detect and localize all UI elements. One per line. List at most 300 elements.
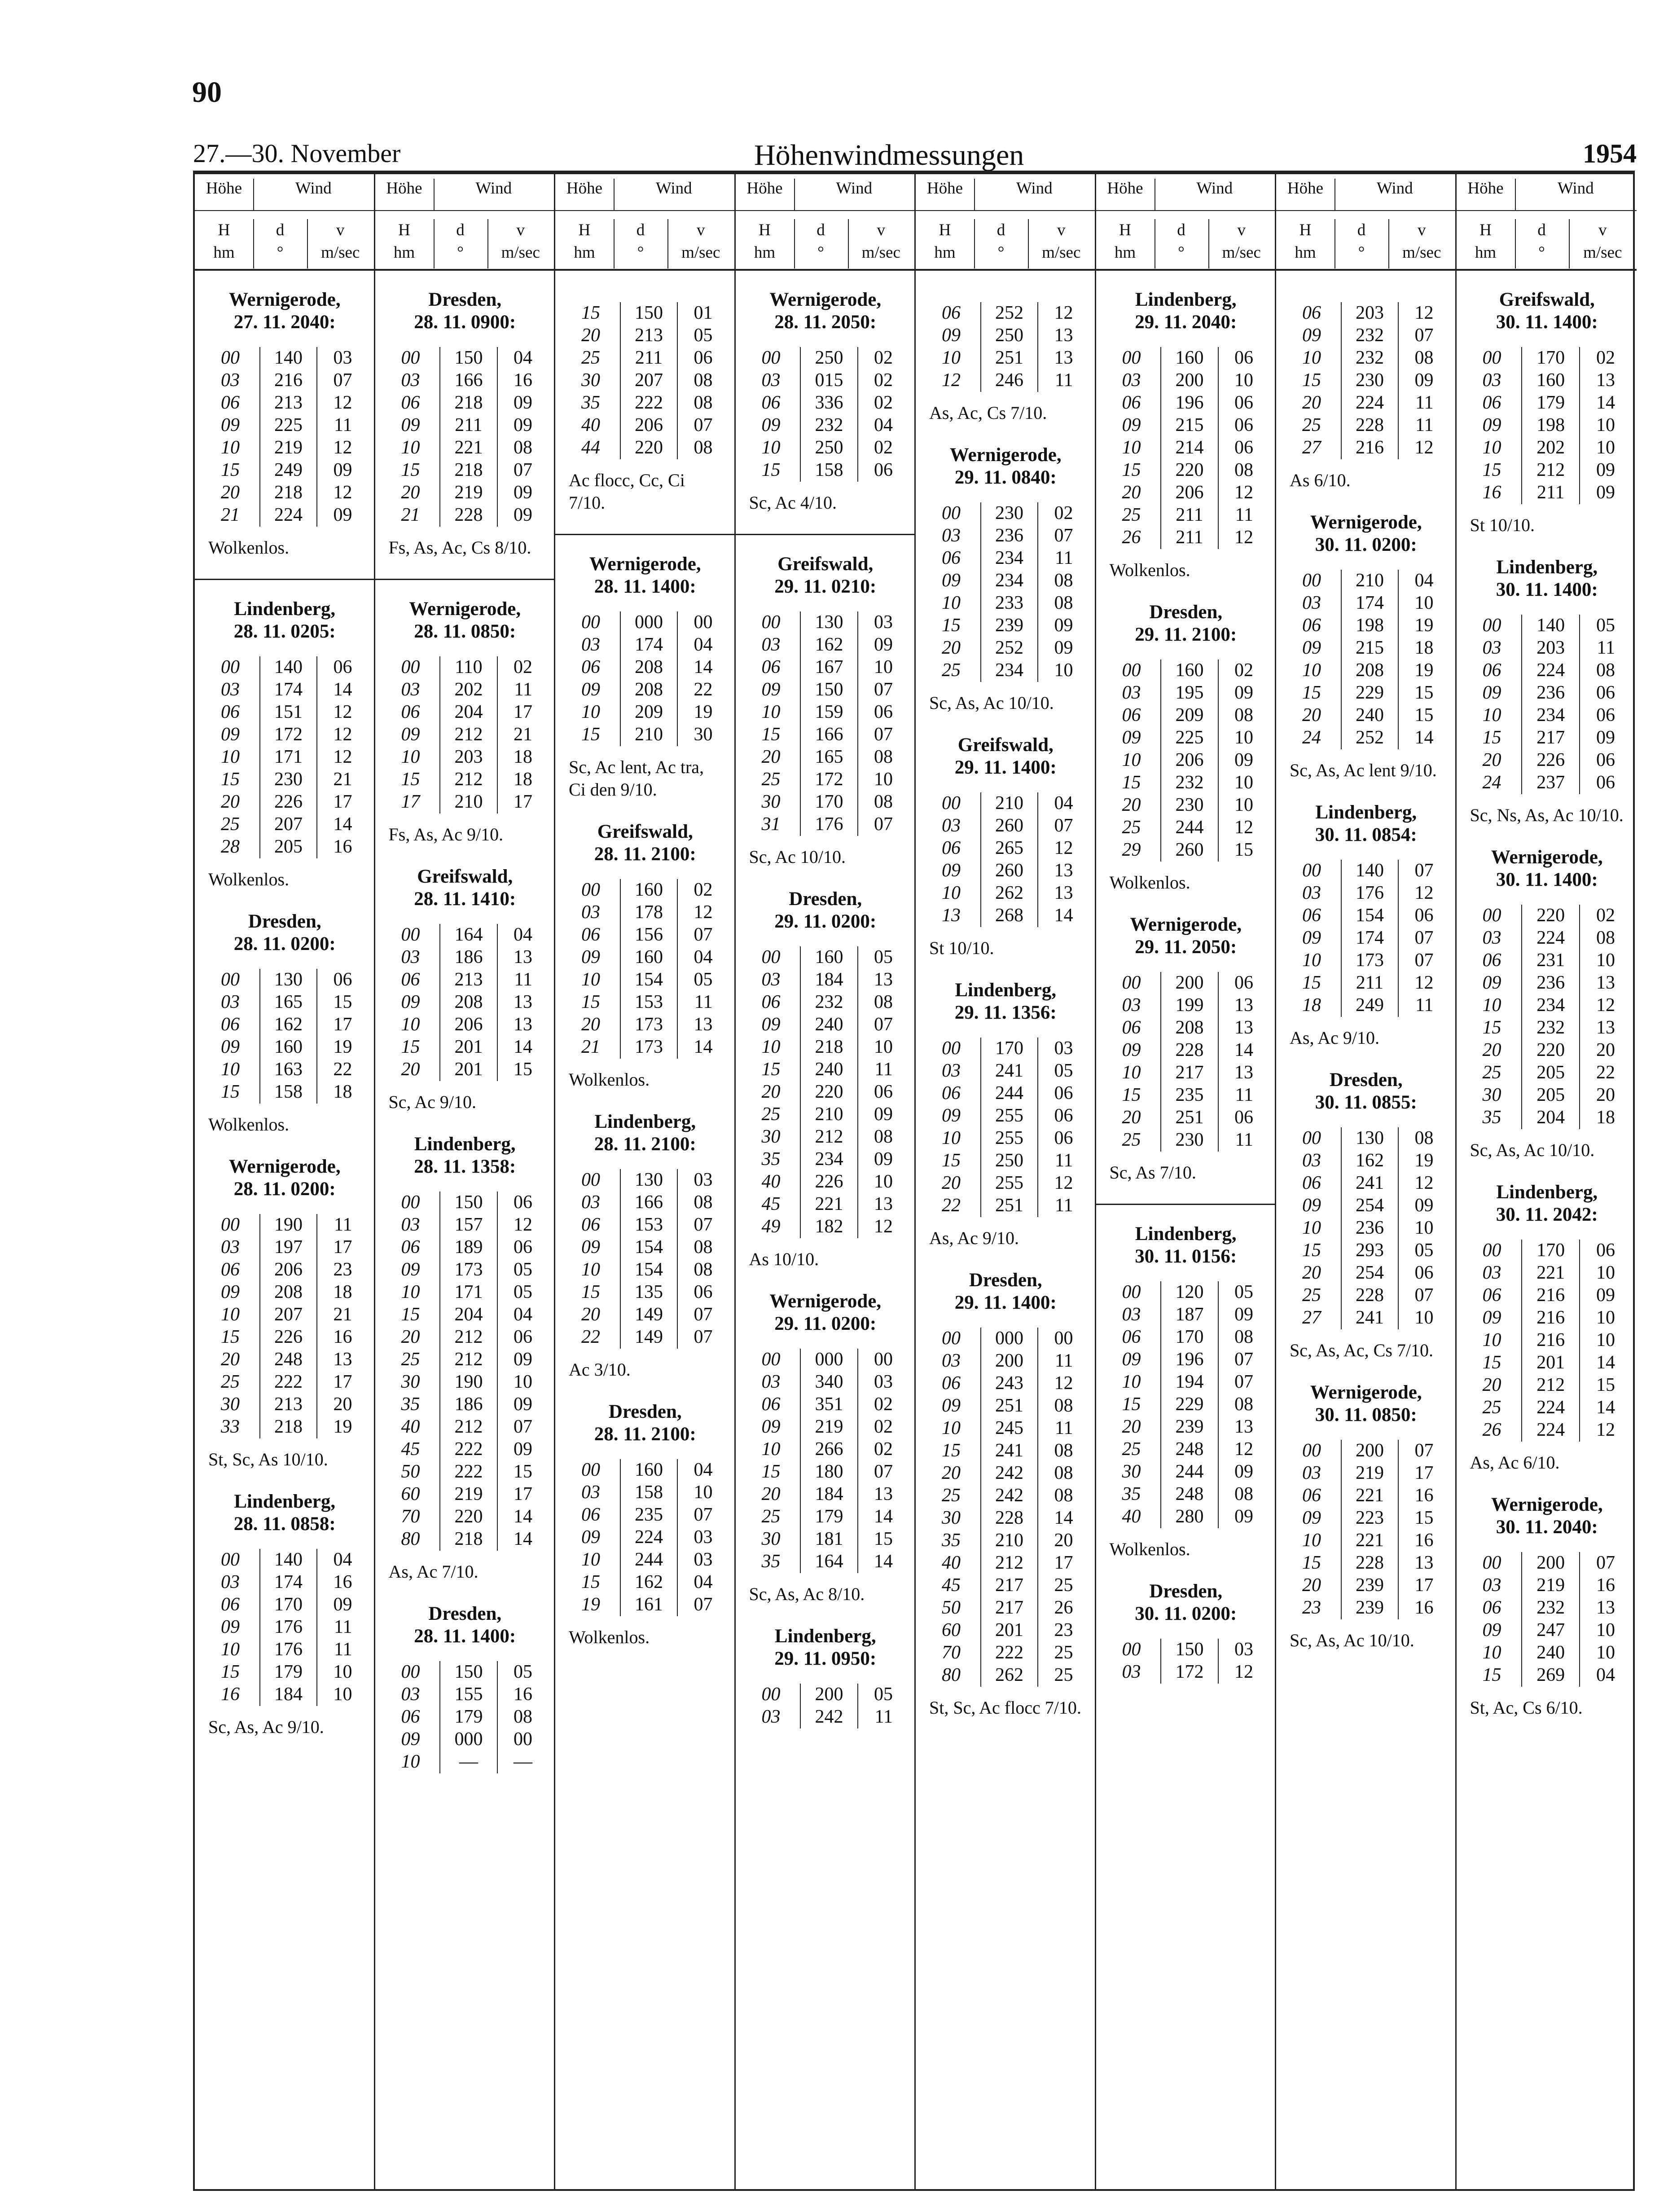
station-title: Dresden, 30. 11. 0200: <box>1135 1581 1237 1624</box>
cell-v: 06 <box>514 1327 532 1347</box>
cell-h: 15 <box>761 1461 781 1482</box>
cell-h: 25 <box>761 1506 781 1527</box>
cell-h: 03 <box>1122 1662 1141 1682</box>
cell-d: 232 <box>1341 325 1399 347</box>
wind-row <box>392 969 542 991</box>
cell-d: 251 <box>1160 1107 1219 1129</box>
cell-v: 08 <box>1054 593 1073 613</box>
cell-h: 00 <box>761 347 781 368</box>
cell-v: 16 <box>1414 1530 1434 1551</box>
cell-d: 232 <box>1521 1597 1580 1619</box>
cell-h: 09 <box>1482 415 1501 435</box>
station-title: Lindenberg, 30. 11. 2042: <box>1496 1182 1598 1225</box>
cell-v: 06 <box>1596 1240 1615 1261</box>
station-block <box>1470 1494 1624 1719</box>
cell-h: 20 <box>221 482 240 503</box>
cell-h: 30 <box>942 1508 961 1528</box>
cell-h: 15 <box>401 1037 420 1057</box>
divider <box>195 579 374 580</box>
cell-v: 16 <box>514 370 532 391</box>
cell-h: 00 <box>761 612 781 633</box>
wind-row <box>572 1326 722 1349</box>
cell-v: 07 <box>694 1214 713 1235</box>
cell-h: 10 <box>581 969 600 990</box>
cell-v: 09 <box>514 415 532 435</box>
data-column <box>375 174 556 2189</box>
wind-row <box>753 656 902 679</box>
cell-v: 09 <box>874 1104 893 1125</box>
cell-h: 00 <box>581 1170 600 1190</box>
cell-d: 207 <box>259 814 318 836</box>
cell-d: 262 <box>980 882 1039 905</box>
station-title: Lindenberg, 28. 11. 0205: <box>233 598 336 642</box>
cloud-note: Wolkenlos. <box>569 1069 650 1090</box>
cell-h: 10 <box>761 1037 781 1057</box>
wind-row <box>933 637 1082 660</box>
wind-row <box>1113 972 1263 994</box>
cell-v: 18 <box>333 1082 352 1102</box>
cell-v: 11 <box>1597 638 1615 658</box>
cell-v: 08 <box>1054 570 1073 591</box>
wind-row <box>572 611 722 634</box>
cell-h: 03 <box>1482 638 1501 658</box>
cell-v: 09 <box>1234 1461 1253 1482</box>
wind-row <box>1293 615 1443 637</box>
wind-row <box>933 592 1082 615</box>
wind-row <box>753 1438 902 1461</box>
wind-rows <box>572 302 722 459</box>
wind-row <box>1293 369 1443 392</box>
header-hoehe: Höhe <box>195 179 254 210</box>
header-wind: Wind <box>295 179 332 198</box>
cell-v: 07 <box>1414 928 1434 948</box>
cell-h: 21 <box>221 505 240 525</box>
cell-h: 06 <box>1302 1173 1321 1193</box>
wind-row <box>392 1661 542 1684</box>
cell-v: 09 <box>333 460 352 480</box>
cell-v: 20 <box>1596 1040 1615 1060</box>
cell-v: 16 <box>1414 1485 1434 1506</box>
cell-d: 246 <box>980 369 1039 392</box>
cell-v: 04 <box>694 634 713 655</box>
cell-v: 08 <box>1234 705 1253 726</box>
cell-v: 15 <box>1414 1508 1434 1528</box>
cell-v: 04 <box>694 1572 713 1592</box>
cell-d: 153 <box>620 1214 678 1236</box>
cloud-note: Sc, As, Ac 10/10. <box>1290 1630 1414 1650</box>
header-hoehe: Höhe <box>736 179 795 210</box>
wind-row <box>1293 882 1443 905</box>
wind-rows <box>392 347 542 527</box>
wind-row <box>1113 704 1263 727</box>
cell-d: 250 <box>800 347 858 369</box>
cell-d: 242 <box>980 1485 1039 1507</box>
wind-rows <box>1474 615 1624 794</box>
cell-d: 190 <box>439 1371 498 1394</box>
cell-d: 236 <box>1521 682 1580 704</box>
cell-d: 166 <box>439 369 498 392</box>
cell-v: 18 <box>1414 638 1434 658</box>
cell-v: 02 <box>874 1394 893 1415</box>
wind-row <box>1474 459 1624 482</box>
cell-h: 03 <box>401 1214 420 1235</box>
wind-row <box>392 1506 542 1528</box>
cloud-note: Wolkenlos. <box>208 537 290 558</box>
cell-v: 03 <box>1054 1038 1073 1059</box>
cell-h: 09 <box>1122 415 1141 435</box>
cell-d: 230 <box>1160 794 1219 817</box>
cell-d: 153 <box>620 991 678 1014</box>
cell-d: 280 <box>1160 1506 1219 1528</box>
cell-h: 06 <box>581 657 600 677</box>
cell-d: 158 <box>620 1482 678 1504</box>
cell-d: 226 <box>1521 749 1580 772</box>
cell-d: 186 <box>439 1394 498 1416</box>
wind-row <box>753 1684 902 1706</box>
cell-h: 15 <box>1122 1085 1141 1105</box>
wind-row <box>753 1461 902 1483</box>
wind-row <box>753 459 902 482</box>
cell-d: 212 <box>439 724 498 746</box>
wind-row <box>212 1661 361 1684</box>
cell-h: 06 <box>942 1083 961 1104</box>
cell-v: 12 <box>1234 817 1253 838</box>
cloud-note: Sc, As, Ac 9/10. <box>208 1717 324 1737</box>
wind-row <box>933 1082 1082 1105</box>
cell-v: 10 <box>1414 1307 1434 1328</box>
wind-row <box>572 1169 722 1192</box>
wind-row <box>1293 570 1443 592</box>
station-block <box>569 553 722 801</box>
wind-row <box>1293 950 1443 972</box>
wind-row <box>212 437 361 459</box>
cell-v: 13 <box>1234 1017 1253 1038</box>
cell-v: 07 <box>694 1304 713 1325</box>
cell-h: 33 <box>221 1416 240 1437</box>
cell-h: 20 <box>761 1082 781 1102</box>
wind-row <box>572 392 722 414</box>
wind-row <box>933 882 1082 905</box>
cell-d: 224 <box>620 1526 678 1549</box>
cell-v: 08 <box>1596 928 1615 948</box>
cell-h: 15 <box>942 1150 961 1171</box>
cell-v: 04 <box>1054 793 1073 814</box>
cell-v: 12 <box>333 437 352 458</box>
cell-v: 07 <box>1054 525 1073 546</box>
cell-h: 09 <box>1302 325 1321 346</box>
wind-row <box>1113 527 1263 549</box>
cell-d: 150 <box>439 347 498 369</box>
cell-h: 10 <box>221 1304 240 1325</box>
wind-row <box>572 991 722 1014</box>
cell-d: 199 <box>1160 994 1219 1017</box>
cell-d: 219 <box>1521 1574 1580 1597</box>
cloud-note: Sc, Ac lent, Ac tra, Ci den 9/10. <box>569 757 704 800</box>
cell-v: 20 <box>1596 1085 1615 1105</box>
cell-h: 00 <box>221 347 240 368</box>
cell-v: 10 <box>1596 415 1615 435</box>
cell-h: 00 <box>1482 347 1501 368</box>
station-title: Dresden, 30. 11. 0855: <box>1315 1069 1417 1113</box>
cell-h: 06 <box>581 924 600 945</box>
wind-row <box>392 991 542 1014</box>
cell-d: 226 <box>800 1171 858 1193</box>
cell-h: 20 <box>942 1463 961 1483</box>
cell-v: 00 <box>1054 1328 1073 1349</box>
cell-h: 03 <box>1482 1262 1501 1283</box>
column-header <box>1276 174 1455 271</box>
cell-v: 01 <box>694 303 713 323</box>
cell-d: 130 <box>1341 1127 1399 1150</box>
wind-row <box>933 815 1082 837</box>
column-body <box>195 271 374 1738</box>
cell-v: 12 <box>1054 303 1073 323</box>
wind-row <box>1474 1352 1624 1374</box>
cell-v: 04 <box>1596 1665 1615 1685</box>
cell-h: 25 <box>1482 1062 1501 1083</box>
cell-h: 03 <box>761 1706 781 1727</box>
cell-v: 07 <box>874 1014 893 1035</box>
cell-d: 170 <box>1521 1240 1580 1262</box>
wind-row <box>572 1236 722 1259</box>
wind-row <box>933 1372 1082 1395</box>
cell-h: 35 <box>1482 1107 1501 1128</box>
cell-d: 165 <box>800 746 858 769</box>
cell-h: 10 <box>761 702 781 722</box>
cell-d: 229 <box>1160 1394 1219 1416</box>
cell-v: 03 <box>694 1170 713 1190</box>
station-block <box>389 598 542 846</box>
cell-d: 172 <box>800 769 858 791</box>
cell-h: 15 <box>581 992 600 1012</box>
wind-row <box>1293 682 1443 704</box>
header-d: d ° <box>1335 219 1389 268</box>
station-title: Greifswald, 28. 11. 1410: <box>414 866 516 910</box>
cell-d: 230 <box>1341 369 1399 392</box>
cell-v: 06 <box>874 460 893 480</box>
wind-row <box>1113 369 1263 392</box>
cell-h: 25 <box>1122 1130 1141 1150</box>
cell-d: 222 <box>259 1371 318 1394</box>
cell-v: 06 <box>1414 905 1434 926</box>
station-block <box>389 1133 542 1583</box>
header-wind: Wind <box>1376 179 1413 198</box>
wind-row <box>753 414 902 437</box>
cell-h: 10 <box>1302 1530 1321 1551</box>
cell-h: 03 <box>942 1350 961 1371</box>
wind-row <box>753 1349 902 1371</box>
cell-v: 13 <box>1054 325 1073 346</box>
station-title: Wernigerode, 30. 11. 2040: <box>1491 1494 1603 1538</box>
cell-v: 05 <box>1596 615 1615 636</box>
wind-row <box>212 1036 361 1059</box>
wind-row <box>753 1171 902 1193</box>
cell-v: 09 <box>1234 750 1253 770</box>
wind-row <box>212 679 361 701</box>
station-title: Greifswald, 28. 11. 2100: <box>594 821 696 865</box>
cell-h: 06 <box>1122 1327 1141 1347</box>
cell-d: 211 <box>620 347 678 369</box>
cell-v: 04 <box>514 347 532 368</box>
wind-row <box>1474 1017 1624 1039</box>
cell-v: 07 <box>694 924 713 945</box>
cell-v: 14 <box>1054 1508 1073 1528</box>
cell-h: 09 <box>942 570 961 591</box>
cell-h: 15 <box>221 1662 240 1682</box>
cell-d: 203 <box>1341 302 1399 325</box>
cell-v: 08 <box>1054 1440 1073 1461</box>
header-v: v m/sec <box>1583 221 1622 262</box>
cell-v: 10 <box>1234 795 1253 815</box>
cell-d: 000 <box>620 611 678 634</box>
station-block <box>389 866 542 1113</box>
wind-row <box>1474 1374 1624 1397</box>
wind-row <box>1113 1506 1263 1528</box>
cell-h: 20 <box>1122 1107 1141 1128</box>
wind-row <box>1113 660 1263 682</box>
cell-d: 234 <box>980 660 1039 682</box>
wind-row <box>392 769 542 791</box>
wind-row <box>392 459 542 482</box>
cell-d: 239 <box>1341 1574 1399 1597</box>
cell-d: 217 <box>1160 1062 1219 1084</box>
wind-row <box>212 791 361 814</box>
cloud-note: As 6/10. <box>1290 470 1351 490</box>
cell-v: 07 <box>333 370 352 391</box>
cell-v: 11 <box>1235 1085 1253 1105</box>
cell-h: 20 <box>761 1484 781 1504</box>
cell-h: 00 <box>401 1192 420 1213</box>
cell-v: 22 <box>1596 1062 1615 1083</box>
cell-h: 44 <box>581 437 600 458</box>
wind-row <box>1113 347 1263 369</box>
wind-row <box>1293 660 1443 682</box>
cell-h: 06 <box>1482 1285 1501 1306</box>
cell-v: 04 <box>694 1460 713 1480</box>
wind-row <box>1293 1507 1443 1530</box>
cell-h: 15 <box>581 303 600 323</box>
cell-h: 03 <box>761 634 781 655</box>
station-block <box>749 888 902 1271</box>
cell-d: 201 <box>1521 1352 1580 1374</box>
cell-v: 12 <box>514 1214 532 1235</box>
column-body <box>555 271 734 1649</box>
wind-row <box>572 946 722 969</box>
wind-row <box>1293 592 1443 615</box>
cell-h: 15 <box>1482 1017 1501 1038</box>
cell-d: 266 <box>800 1438 858 1461</box>
cell-v: 10 <box>1596 1262 1615 1283</box>
cell-v: 09 <box>1596 460 1615 480</box>
cell-d: 160 <box>259 1036 318 1059</box>
wind-row <box>572 1281 722 1304</box>
cell-d: 255 <box>980 1105 1039 1127</box>
cell-h: 23 <box>1302 1597 1321 1618</box>
wind-row <box>1474 437 1624 459</box>
cell-h: 20 <box>401 1059 420 1080</box>
cell-d: 255 <box>980 1127 1039 1150</box>
wind-row <box>753 701 902 724</box>
wind-row <box>572 347 722 369</box>
wind-row <box>753 1416 902 1438</box>
station-block <box>1290 1381 1443 1652</box>
wind-row <box>753 969 902 991</box>
cell-h: 27 <box>1302 1307 1321 1328</box>
cell-v: 08 <box>1234 460 1253 480</box>
cell-v: 06 <box>1596 772 1615 793</box>
cell-d: 232 <box>800 414 858 437</box>
cell-v: 05 <box>1234 1282 1253 1302</box>
wind-rows <box>933 1038 1082 1217</box>
cell-d: 202 <box>439 679 498 701</box>
wind-row <box>933 905 1082 927</box>
cell-v: 20 <box>1054 1530 1073 1551</box>
wind-row <box>753 1483 902 1506</box>
cell-h: 00 <box>221 1549 240 1570</box>
wind-row <box>1113 1281 1263 1304</box>
cloud-note: Sc, As, Ac, Cs 7/10. <box>1290 1340 1434 1360</box>
cell-h: 15 <box>1122 772 1141 793</box>
cell-h: 09 <box>1302 1508 1321 1528</box>
cell-h: 10 <box>942 1418 961 1438</box>
cell-h: 03 <box>1482 928 1501 948</box>
cell-d: 150 <box>800 679 858 701</box>
wind-row <box>1474 994 1624 1017</box>
wind-row <box>753 369 902 392</box>
column-body <box>916 271 1095 1719</box>
cell-h: 06 <box>761 392 781 413</box>
cell-h: 35 <box>942 1530 961 1551</box>
cell-h: 10 <box>1302 347 1321 368</box>
cell-h: 09 <box>1302 638 1321 658</box>
cell-v: 08 <box>1054 1485 1073 1506</box>
cell-d: 149 <box>620 1326 678 1349</box>
cell-d: 200 <box>1521 1552 1580 1574</box>
cell-d: 154 <box>620 1259 678 1281</box>
cell-d: 236 <box>1521 972 1580 994</box>
wind-row <box>933 1485 1082 1507</box>
cell-v: 10 <box>1596 1620 1615 1640</box>
station-block <box>1470 1181 1624 1474</box>
cell-h: 15 <box>1302 370 1321 391</box>
cell-d: 265 <box>980 837 1039 860</box>
wind-row <box>212 1416 361 1438</box>
wind-row <box>392 1214 542 1236</box>
wind-row <box>933 660 1082 682</box>
cell-d: 242 <box>800 1706 858 1728</box>
cell-d: 248 <box>1160 1438 1219 1461</box>
cell-v: 18 <box>333 1282 352 1302</box>
wind-row <box>933 502 1082 525</box>
cell-h: 10 <box>1482 1330 1501 1350</box>
cell-v: 10 <box>1234 370 1253 391</box>
cell-d: 150 <box>439 1661 498 1684</box>
cell-v: 08 <box>1234 1327 1253 1347</box>
cell-h: 10 <box>942 1128 961 1148</box>
cell-v: 07 <box>1234 1372 1253 1392</box>
wind-row <box>1474 1419 1624 1442</box>
wind-row <box>1113 1416 1263 1438</box>
wind-row <box>392 1684 542 1706</box>
cell-d: 140 <box>1521 615 1580 637</box>
cell-v: 02 <box>874 370 893 391</box>
cell-v: 09 <box>874 634 893 655</box>
divider <box>375 579 554 580</box>
cell-d: 163 <box>259 1059 318 1081</box>
cell-v: 11 <box>1055 1150 1073 1171</box>
cell-d: 170 <box>800 791 858 814</box>
cell-v: 15 <box>514 1461 532 1482</box>
